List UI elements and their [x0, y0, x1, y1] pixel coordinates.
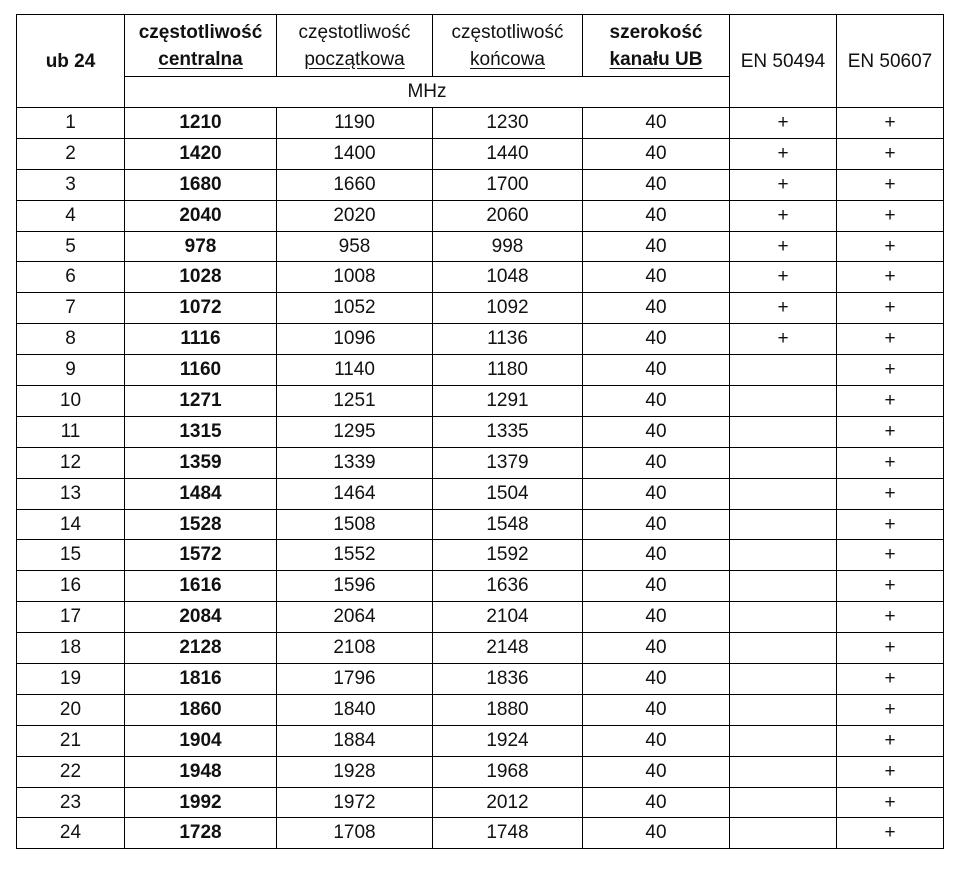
cell-channel-width: 40 — [583, 602, 730, 633]
cell-start-frequency: 2108 — [277, 633, 433, 664]
cell-en50494: + — [730, 231, 837, 262]
cell-ub-number: 13 — [17, 478, 125, 509]
header-row — [17, 15, 944, 77]
table-row — [17, 169, 944, 200]
cell-start-frequency: 1190 — [277, 108, 433, 139]
cell-ub-number: 9 — [17, 355, 125, 386]
cell-end-frequency: 1880 — [433, 694, 583, 725]
cell-ub-number: 2 — [17, 138, 125, 169]
table-row — [17, 509, 944, 540]
cell-start-frequency: 1796 — [277, 664, 433, 695]
cell-start-frequency: 1552 — [277, 540, 433, 571]
cell-en50607: + — [837, 571, 944, 602]
cell-channel-width: 40 — [583, 509, 730, 540]
cell-start-frequency: 2020 — [277, 200, 433, 231]
table-row — [17, 108, 944, 139]
cell-en50607: + — [837, 787, 944, 818]
cell-start-frequency: 1400 — [277, 138, 433, 169]
cell-center-frequency: 1528 — [125, 509, 277, 540]
cell-en50607: + — [837, 293, 944, 324]
cell-center-frequency: 1680 — [125, 169, 277, 200]
cell-en50607: + — [837, 633, 944, 664]
cell-end-frequency: 2060 — [433, 200, 583, 231]
cell-ub-number: 1 — [17, 108, 125, 139]
cell-en50494: + — [730, 200, 837, 231]
table-row — [17, 540, 944, 571]
table-row — [17, 231, 944, 262]
cell-channel-width: 40 — [583, 231, 730, 262]
cell-center-frequency: 1484 — [125, 478, 277, 509]
cell-en50494: + — [730, 293, 837, 324]
cell-center-frequency: 1116 — [125, 324, 277, 355]
cell-en50607: + — [837, 725, 944, 756]
cell-start-frequency: 1052 — [277, 293, 433, 324]
cell-start-frequency: 1508 — [277, 509, 433, 540]
cell-en50607: + — [837, 231, 944, 262]
cell-channel-width: 40 — [583, 386, 730, 417]
cell-start-frequency: 1096 — [277, 324, 433, 355]
cell-end-frequency: 1291 — [433, 386, 583, 417]
header-ub: ub 24 — [17, 15, 125, 108]
cell-ub-number: 6 — [17, 262, 125, 293]
cell-ub-number: 15 — [17, 540, 125, 571]
cell-channel-width: 40 — [583, 540, 730, 571]
cell-en50607: + — [837, 602, 944, 633]
table-row — [17, 324, 944, 355]
cell-start-frequency: 1660 — [277, 169, 433, 200]
cell-channel-width: 40 — [583, 355, 730, 386]
cell-end-frequency: 1048 — [433, 262, 583, 293]
cell-channel-width: 40 — [583, 571, 730, 602]
cell-en50494 — [730, 509, 837, 540]
cell-ub-number: 19 — [17, 664, 125, 695]
cell-center-frequency: 1210 — [125, 108, 277, 139]
cell-end-frequency: 2104 — [433, 602, 583, 633]
cell-end-frequency: 2148 — [433, 633, 583, 664]
cell-en50607: + — [837, 355, 944, 386]
cell-en50494: + — [730, 138, 837, 169]
cell-ub-number: 8 — [17, 324, 125, 355]
cell-channel-width: 40 — [583, 694, 730, 725]
cell-en50607: + — [837, 138, 944, 169]
cell-center-frequency: 1072 — [125, 293, 277, 324]
cell-end-frequency: 1748 — [433, 818, 583, 849]
cell-en50607: + — [837, 478, 944, 509]
cell-start-frequency: 1251 — [277, 386, 433, 417]
cell-center-frequency: 1860 — [125, 694, 277, 725]
header-channel-width: szerokość kanału UB — [583, 15, 730, 77]
cell-start-frequency: 1708 — [277, 818, 433, 849]
cell-channel-width: 40 — [583, 293, 730, 324]
cell-channel-width: 40 — [583, 725, 730, 756]
cell-center-frequency: 1816 — [125, 664, 277, 695]
cell-en50494 — [730, 756, 837, 787]
cell-start-frequency: 1295 — [277, 416, 433, 447]
cell-start-frequency: 1339 — [277, 447, 433, 478]
table-container — [16, 14, 944, 849]
cell-center-frequency: 1160 — [125, 355, 277, 386]
cell-en50607: + — [837, 262, 944, 293]
table-row — [17, 756, 944, 787]
cell-channel-width: 40 — [583, 324, 730, 355]
cell-start-frequency: 1008 — [277, 262, 433, 293]
cell-ub-number: 11 — [17, 416, 125, 447]
cell-channel-width: 40 — [583, 787, 730, 818]
cell-ub-number: 7 — [17, 293, 125, 324]
table-body — [17, 108, 944, 849]
cell-en50494 — [730, 664, 837, 695]
cell-en50607: + — [837, 818, 944, 849]
cell-channel-width: 40 — [583, 200, 730, 231]
cell-channel-width: 40 — [583, 478, 730, 509]
cell-center-frequency: 2128 — [125, 633, 277, 664]
cell-en50494: + — [730, 262, 837, 293]
cell-center-frequency: 1271 — [125, 386, 277, 417]
cell-en50607: + — [837, 694, 944, 725]
cell-end-frequency: 1636 — [433, 571, 583, 602]
cell-en50494 — [730, 787, 837, 818]
cell-channel-width: 40 — [583, 447, 730, 478]
cell-en50607: + — [837, 386, 944, 417]
cell-en50607: + — [837, 664, 944, 695]
cell-end-frequency: 1335 — [433, 416, 583, 447]
cell-en50494 — [730, 478, 837, 509]
cell-center-frequency: 1904 — [125, 725, 277, 756]
cell-en50494 — [730, 355, 837, 386]
table-row — [17, 664, 944, 695]
cell-en50607: + — [837, 169, 944, 200]
cell-ub-number: 10 — [17, 386, 125, 417]
cell-channel-width: 40 — [583, 664, 730, 695]
cell-ub-number: 24 — [17, 818, 125, 849]
cell-en50494: + — [730, 324, 837, 355]
cell-en50607: + — [837, 324, 944, 355]
header-center-frequency: częstotliwość centralna — [125, 15, 277, 77]
cell-ub-number: 22 — [17, 756, 125, 787]
cell-center-frequency: 2040 — [125, 200, 277, 231]
cell-channel-width: 40 — [583, 262, 730, 293]
cell-center-frequency: 1948 — [125, 756, 277, 787]
cell-ub-number: 14 — [17, 509, 125, 540]
cell-start-frequency: 1840 — [277, 694, 433, 725]
cell-center-frequency: 1616 — [125, 571, 277, 602]
cell-start-frequency: 1928 — [277, 756, 433, 787]
header-en50607: EN 50607 — [837, 15, 944, 108]
table-row — [17, 138, 944, 169]
cell-channel-width: 40 — [583, 108, 730, 139]
cell-end-frequency: 2012 — [433, 787, 583, 818]
cell-ub-number: 3 — [17, 169, 125, 200]
cell-channel-width: 40 — [583, 756, 730, 787]
cell-center-frequency: 1992 — [125, 787, 277, 818]
cell-end-frequency: 1592 — [433, 540, 583, 571]
cell-end-frequency: 998 — [433, 231, 583, 262]
cell-ub-number: 23 — [17, 787, 125, 818]
cell-en50494 — [730, 818, 837, 849]
cell-center-frequency: 1728 — [125, 818, 277, 849]
cell-ub-number: 21 — [17, 725, 125, 756]
cell-ub-number: 12 — [17, 447, 125, 478]
cell-en50494: + — [730, 169, 837, 200]
cell-end-frequency: 1230 — [433, 108, 583, 139]
cell-ub-number: 18 — [17, 633, 125, 664]
cell-channel-width: 40 — [583, 633, 730, 664]
cell-ub-number: 4 — [17, 200, 125, 231]
table-row — [17, 447, 944, 478]
cell-center-frequency: 1315 — [125, 416, 277, 447]
cell-center-frequency: 2084 — [125, 602, 277, 633]
cell-center-frequency: 1028 — [125, 262, 277, 293]
header-start-frequency: częstotliwość początkowa — [277, 15, 433, 77]
cell-end-frequency: 1136 — [433, 324, 583, 355]
cell-en50607: + — [837, 509, 944, 540]
cell-en50494 — [730, 540, 837, 571]
cell-start-frequency: 1972 — [277, 787, 433, 818]
cell-ub-number: 17 — [17, 602, 125, 633]
cell-channel-width: 40 — [583, 169, 730, 200]
cell-channel-width: 40 — [583, 416, 730, 447]
table-row — [17, 386, 944, 417]
cell-start-frequency: 1884 — [277, 725, 433, 756]
cell-en50607: + — [837, 108, 944, 139]
cell-ub-number: 20 — [17, 694, 125, 725]
cell-end-frequency: 1440 — [433, 138, 583, 169]
cell-en50494 — [730, 725, 837, 756]
cell-ub-number: 16 — [17, 571, 125, 602]
cell-end-frequency: 1379 — [433, 447, 583, 478]
cell-en50607: + — [837, 540, 944, 571]
cell-channel-width: 40 — [583, 138, 730, 169]
cell-en50607: + — [837, 447, 944, 478]
table-row — [17, 293, 944, 324]
cell-center-frequency: 1572 — [125, 540, 277, 571]
table-row — [17, 633, 944, 664]
ub-frequency-table — [16, 14, 944, 849]
cell-en50494 — [730, 602, 837, 633]
table-row — [17, 200, 944, 231]
cell-end-frequency: 1924 — [433, 725, 583, 756]
cell-en50494 — [730, 386, 837, 417]
table-row — [17, 262, 944, 293]
table-row — [17, 818, 944, 849]
table-row — [17, 478, 944, 509]
cell-end-frequency: 1700 — [433, 169, 583, 200]
cell-end-frequency: 1092 — [433, 293, 583, 324]
cell-ub-number: 5 — [17, 231, 125, 262]
cell-en50494 — [730, 416, 837, 447]
cell-end-frequency: 1180 — [433, 355, 583, 386]
cell-end-frequency: 1548 — [433, 509, 583, 540]
table-row — [17, 787, 944, 818]
header-end-frequency: częstotliwość końcowa — [433, 15, 583, 77]
table-row — [17, 571, 944, 602]
cell-en50494 — [730, 447, 837, 478]
cell-end-frequency: 1504 — [433, 478, 583, 509]
table-row — [17, 355, 944, 386]
cell-en50607: + — [837, 756, 944, 787]
table-row — [17, 416, 944, 447]
cell-en50494: + — [730, 108, 837, 139]
header-en50494: EN 50494 — [730, 15, 837, 108]
cell-center-frequency: 1420 — [125, 138, 277, 169]
cell-start-frequency: 958 — [277, 231, 433, 262]
cell-en50494 — [730, 694, 837, 725]
cell-center-frequency: 1359 — [125, 447, 277, 478]
cell-channel-width: 40 — [583, 818, 730, 849]
cell-start-frequency: 1140 — [277, 355, 433, 386]
cell-en50494 — [730, 633, 837, 664]
table-row — [17, 602, 944, 633]
cell-en50607: + — [837, 200, 944, 231]
cell-en50494 — [730, 571, 837, 602]
cell-end-frequency: 1968 — [433, 756, 583, 787]
cell-start-frequency: 2064 — [277, 602, 433, 633]
table-row — [17, 725, 944, 756]
cell-end-frequency: 1836 — [433, 664, 583, 695]
cell-start-frequency: 1464 — [277, 478, 433, 509]
header-unit-mhz: MHz — [125, 77, 730, 108]
cell-center-frequency: 978 — [125, 231, 277, 262]
cell-start-frequency: 1596 — [277, 571, 433, 602]
table-row — [17, 694, 944, 725]
cell-en50607: + — [837, 416, 944, 447]
